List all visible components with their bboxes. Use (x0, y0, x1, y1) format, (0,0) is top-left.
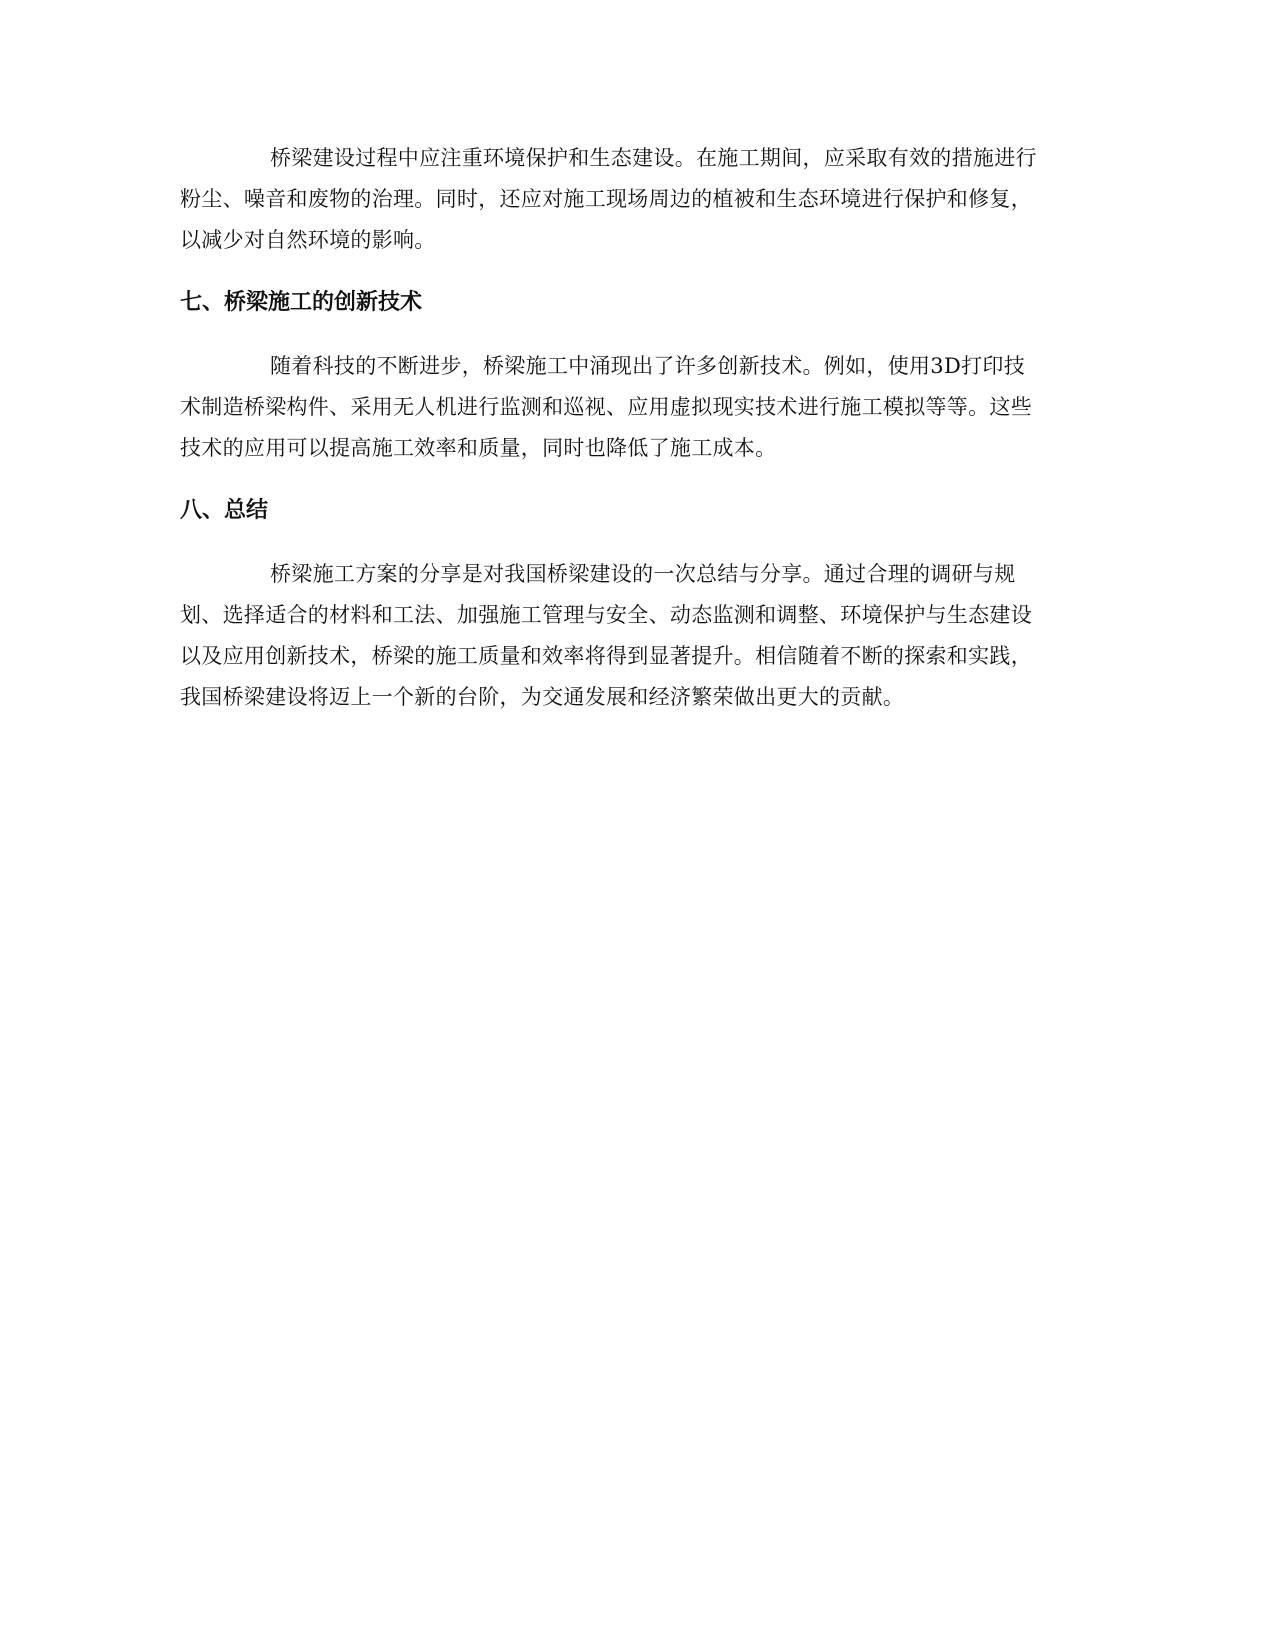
document-body (180, 138, 1040, 718)
section-heading-summary: 八、总结 (180, 498, 269, 523)
paragraph-summary: 桥梁施工方案的分享是对我国桥梁建设的一次总结与分享。通过合理的调研与规划、选择适合的材料和工法、加强施工管理与安全、动态监测和调整、环境保护与生态建设以及应用创新技术，桥梁的施工质量和效率将得到显著提升。相信随着不断的探索和实践，我国桥梁建设将迈上一个新的台阶，为交通发展和经济繁荣做出更大的贡献。 (180, 562, 1032, 709)
section-heading-innovation: 七、桥梁施工的创新技术 (180, 290, 423, 315)
paragraph-innovation-technology: 随着科技的不断进步，桥梁施工中涌现出了许多创新技术。例如，使用3D打印技术制造桥梁构件、采用无人机进行监测和巡视、应用虚拟现实技术进行施工模拟等等。这些技术的应用可以提高施工效率和质量，同时也降低了施工成本。 (180, 354, 1032, 460)
paragraph-environmental-protection: 桥梁建设过程中应注重环境保护和生态建设。在施工期间，应采取有效的措施进行粉尘、噪音和废物的治理。同时，还应对施工现场周边的植被和生态环境进行保护和修复，以减少对自然环境的影响。 (180, 146, 1037, 252)
